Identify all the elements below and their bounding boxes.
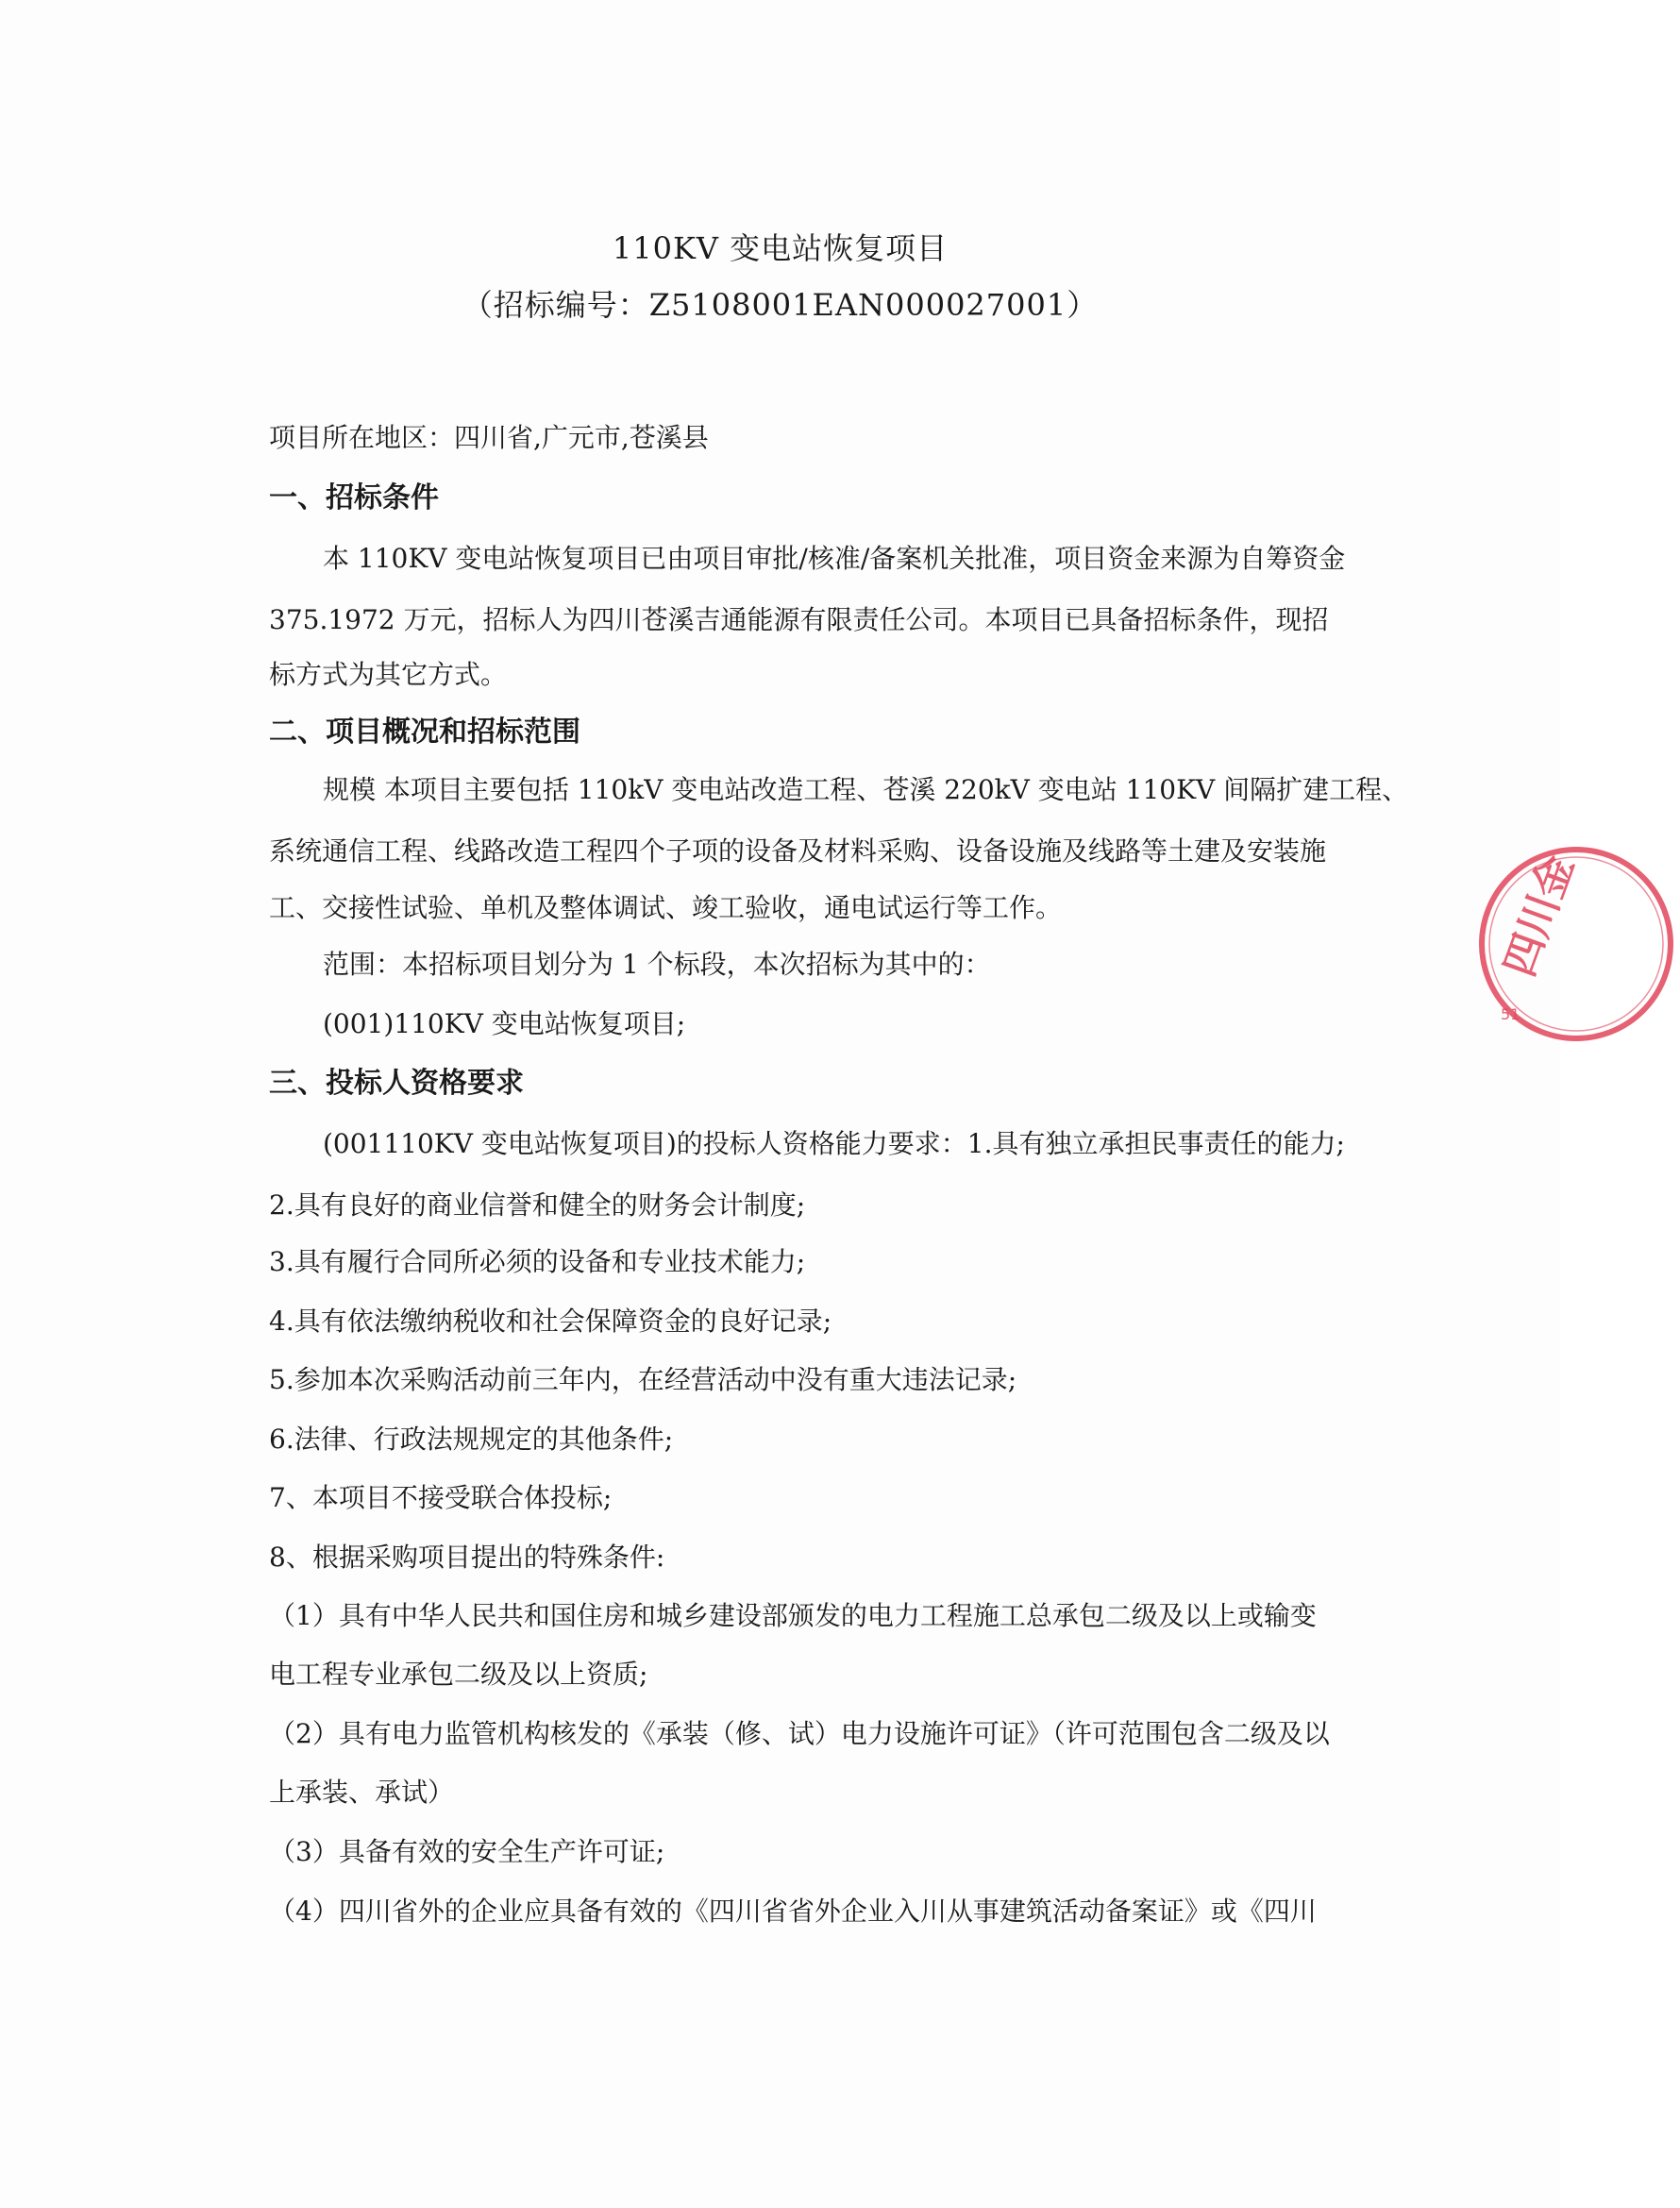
paragraph-line: （4）四川省外的企业应具备有效的《四川省省外企业入川从事建筑活动备案证》或《四川 (269, 1896, 1317, 1927)
paragraph-line: 375.1972 万元，招标人为四川苍溪吉通能源有限责任公司。本项目已具备招标条件，现招 (269, 604, 1329, 635)
section-heading: 一、招标条件 (269, 481, 439, 514)
paragraph-line: （1）具有中华人民共和国住房和城乡建设部颁发的电力工程施工总承包二级及以上或输变 (269, 1600, 1317, 1631)
svg-text:四川金: 四川金 (1495, 849, 1584, 983)
paragraph-line: 8、根据采购项目提出的特殊条件: (269, 1542, 665, 1573)
paragraph-line: 标方式为其它方式。 (269, 659, 508, 690)
paragraph-line: 本 110KV 变电站恢复项目已由项目审批/核准/备案机关批准，项目资金来源为自筹资金 (323, 543, 1346, 574)
section-heading: 二、项目概况和招标范围 (269, 716, 580, 749)
paragraph-line: 3.具有履行合同所必须的设备和专业技术能力; (269, 1246, 806, 1277)
document-title: 110KV 变电站恢复项目 (612, 230, 949, 266)
paragraph-line: 7、本项目不接受联合体投标; (269, 1482, 613, 1513)
paragraph-line: 系统通信工程、线路改造工程四个子项的设备及材料采购、设备设施及线路等土建及安装施 (269, 835, 1327, 867)
section-heading: 三、投标人资格要求 (269, 1067, 524, 1100)
project-location: 项目所在地区：四川省,广元市,苍溪县 (269, 422, 709, 453)
company-seal-icon (1472, 840, 1680, 1048)
paragraph-line: （2）具有电力监管机构核发的《承装（修、试）电力设施许可证》（许可范围包含二级及以 (269, 1718, 1330, 1749)
paragraph-line: 5.参加本次采购活动前三年内，在经营活动中没有重大违法记录; (269, 1364, 1017, 1395)
bid-number: （招标编号：Z5108001EAN000027001） (462, 287, 1099, 323)
paragraph-line: 规模 本项目主要包括 110kV 变电站改造工程、苍溪 220kV 变电站 110KV 间隔扩建工程、 (323, 774, 1409, 805)
paragraph-line: 2.具有良好的商业信誉和健全的财务会计制度; (269, 1189, 806, 1221)
paragraph-line: (001)110KV 变电站恢复项目; (323, 1008, 686, 1039)
paragraph-line: 6.法律、行政法规规定的其他条件; (269, 1424, 674, 1455)
paragraph-line: 范围：本招标项目划分为 1 个标段，本次招标为其中的： (323, 949, 991, 980)
paragraph-line: (001110KV 变电站恢复项目)的投标人资格能力要求：1.具有独立承担民事责任的能力; (323, 1128, 1345, 1159)
paragraph-line: 工、交接性试验、单机及整体调试、竣工验收，通电试运行等工作。 (269, 892, 1063, 923)
paragraph-line: 上承装、承试） (269, 1777, 455, 1808)
paragraph-line: （3）具备有效的安全生产许可证; (269, 1836, 665, 1867)
svg-text:51: 51 (1501, 1005, 1520, 1023)
paragraph-line: 4.具有依法缴纳税收和社会保障资金的良好记录; (269, 1306, 832, 1337)
paragraph-line: 电工程专业承包二级及以上资质; (269, 1659, 648, 1690)
